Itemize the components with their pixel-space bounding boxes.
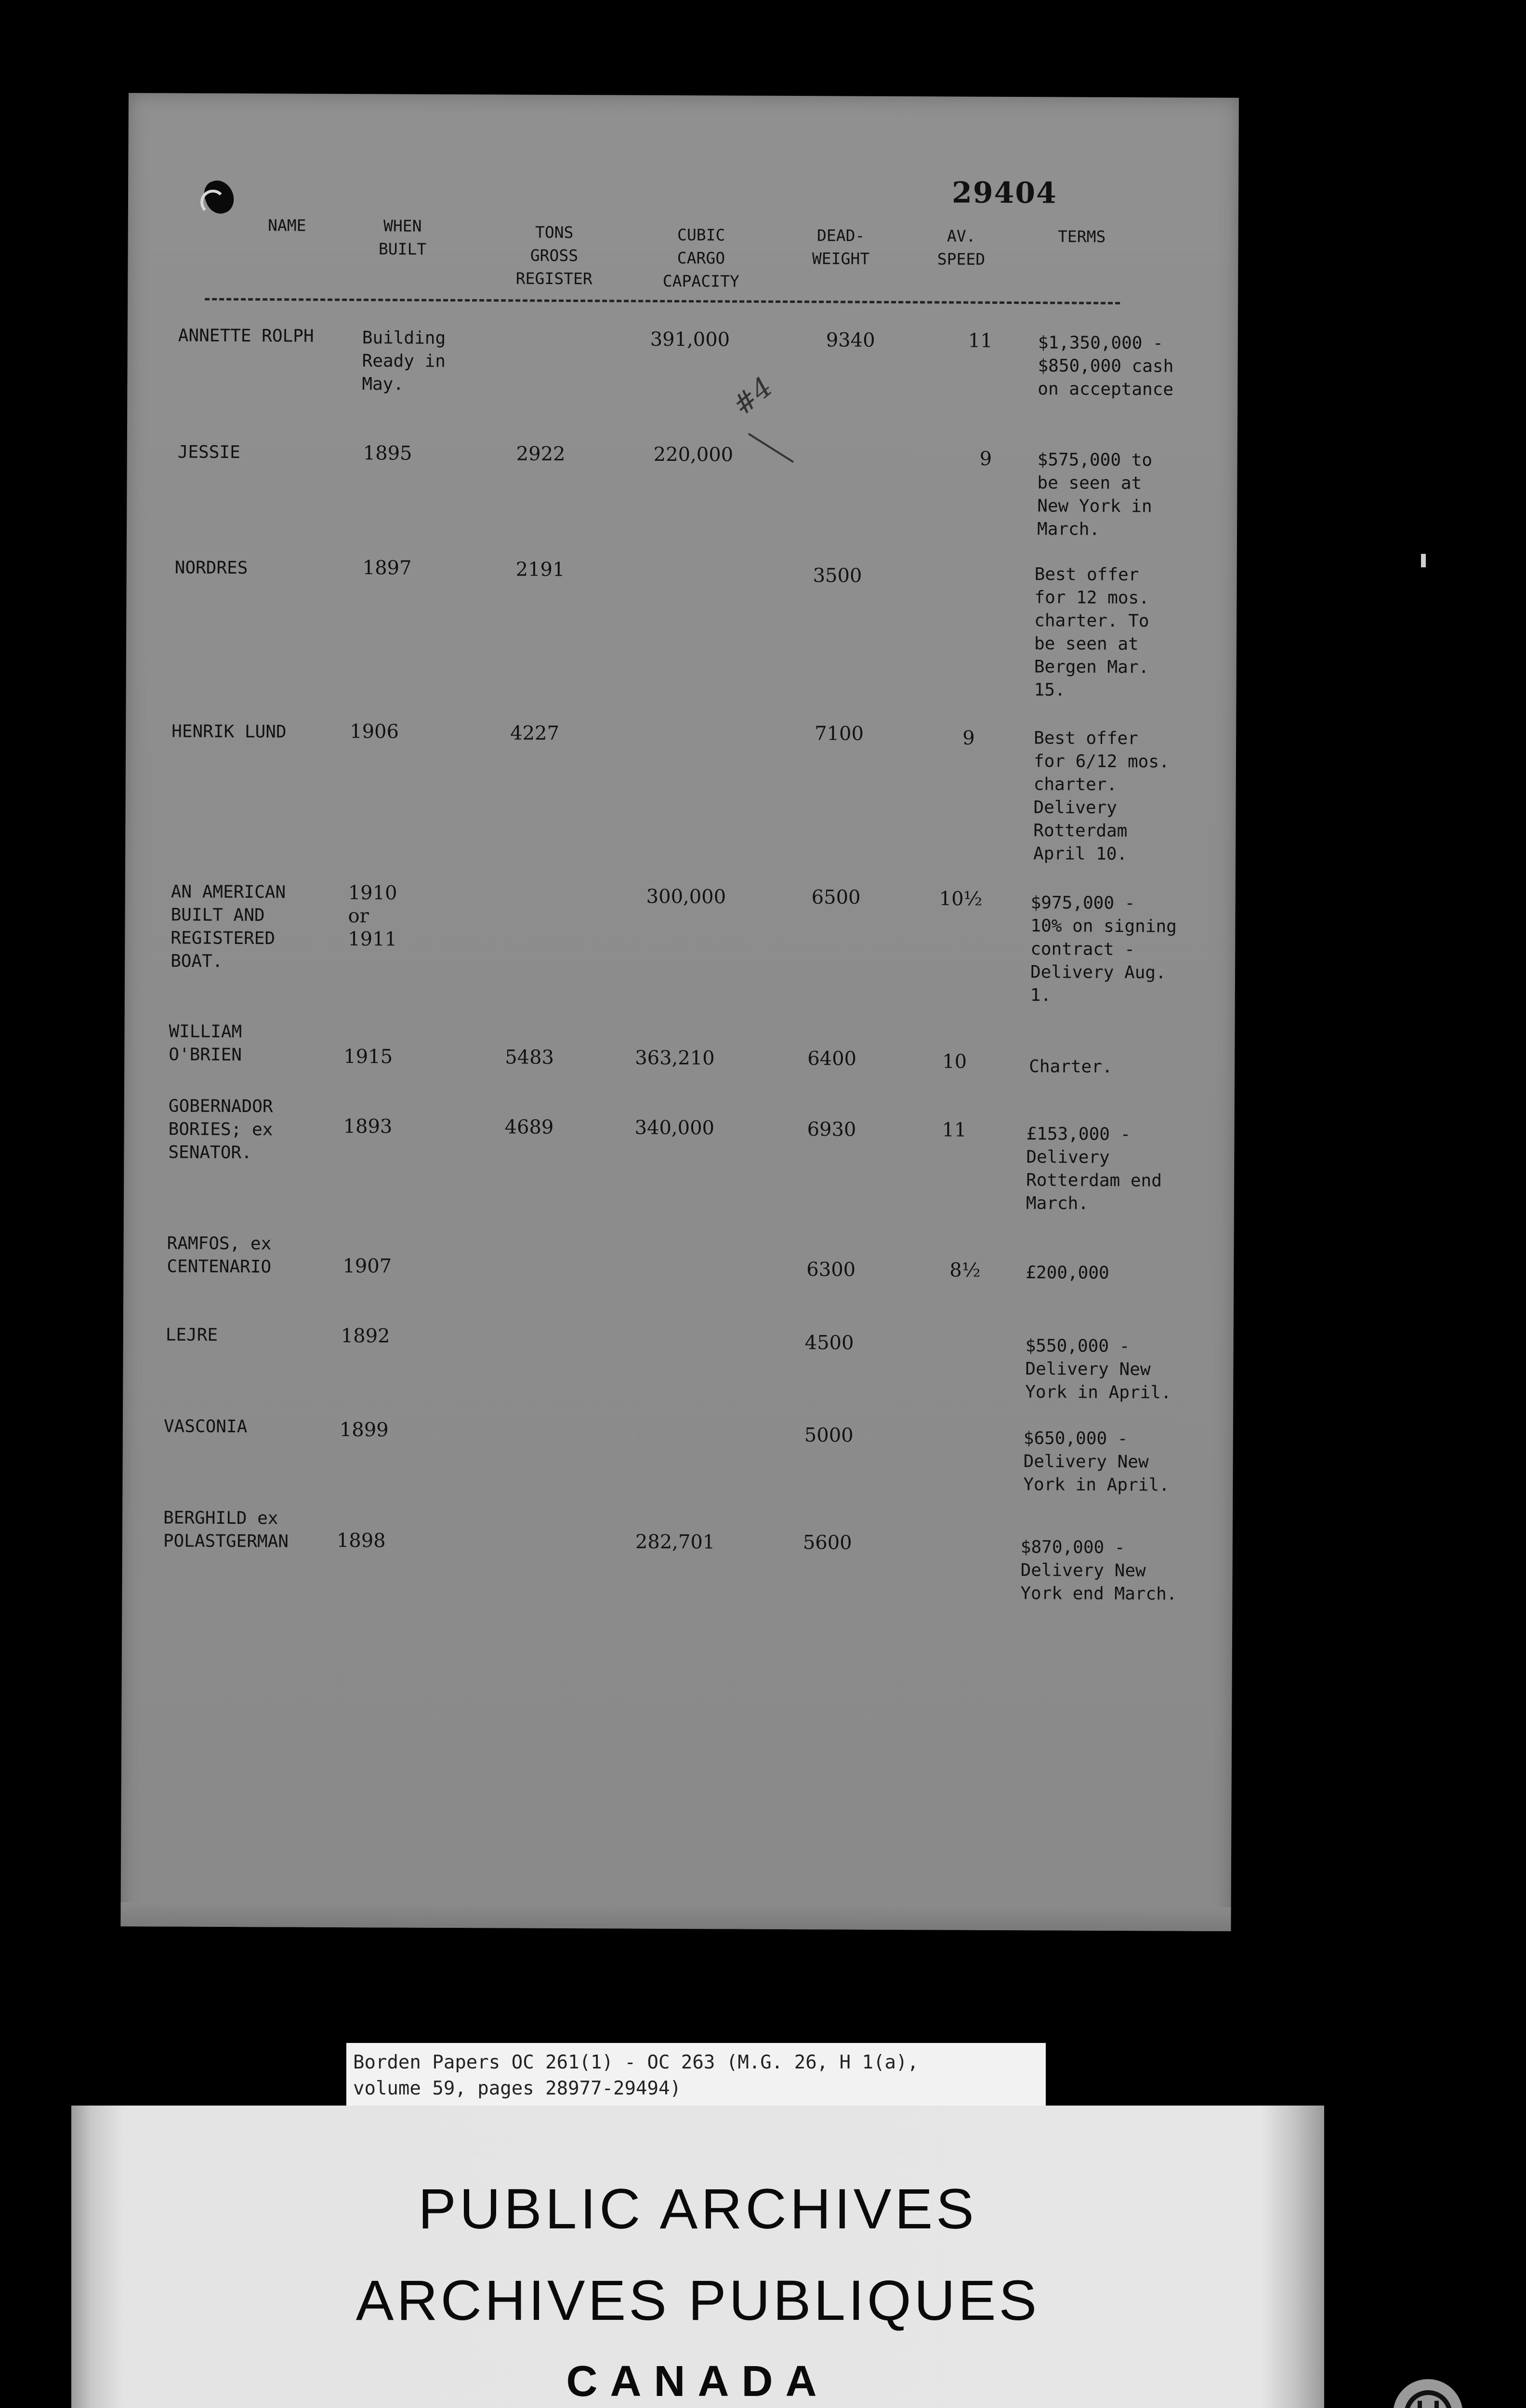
pencil-mark	[748, 433, 794, 463]
average-speed: 11	[968, 329, 993, 352]
reference-line-1: Borden Papers OC 261(1) - OC 263 (M.G. 26, H 1(a),	[353, 2052, 919, 2073]
cubic-capacity: 300,000	[646, 885, 726, 908]
deadweight: 6500	[811, 886, 861, 909]
terms: Best offer for 12 mos. charter. To be seen at Bergen Mar. 15.	[1034, 564, 1149, 700]
deadweight: 6930	[807, 1118, 856, 1141]
header-tons-gross-register: TONS GROSS REGISTER	[515, 222, 592, 288]
when-built: 1897	[362, 557, 412, 579]
tons-gross: 2191	[515, 558, 565, 581]
ship-name: JESSIE	[177, 442, 240, 463]
terms: $550,000 - Delivery New York in April.	[1025, 1336, 1171, 1403]
when-built: Building Ready in May.	[362, 328, 446, 394]
deadweight: 6400	[807, 1047, 857, 1070]
when-built: 1910 or 1911	[348, 882, 397, 951]
reference-label	[346, 2043, 1046, 2111]
terms: $870,000 - Delivery New York end March.	[1020, 1537, 1177, 1604]
ship-name: WILLIAM O'BRIEN	[169, 1021, 242, 1065]
ship-name: LEJRE	[165, 1325, 218, 1345]
deadweight: 5600	[802, 1531, 852, 1554]
archive-country: CANADA	[566, 2357, 829, 2406]
terms: Best offer for 6/12 mos. charter. Delivery Rotterdam April 10.	[1033, 728, 1170, 864]
when-built: 1907	[342, 1255, 392, 1278]
microfilm-logo-icon	[1393, 2379, 1463, 2408]
archive-title-french: ARCHIVES PUBLIQUES	[355, 2269, 1040, 2332]
when-built: 1906	[350, 720, 399, 743]
ship-name: GOBERNADOR BORIES; ex SENATOR.	[168, 1096, 273, 1163]
terms: $575,000 to be seen at New York in March.	[1037, 450, 1153, 539]
deadweight: 9340	[826, 329, 875, 352]
deadweight: 3500	[813, 564, 862, 587]
header-terms: TERMS	[1057, 227, 1106, 246]
page-number: 29404	[951, 176, 1058, 210]
when-built: 1898	[336, 1529, 386, 1552]
average-speed: 8½	[949, 1259, 981, 1282]
average-speed: 11	[942, 1119, 967, 1141]
terms: $975,000 - 10% on signing contract - Delivery Aug. 1.	[1030, 893, 1177, 1006]
archive-card	[71, 2106, 1324, 2408]
ship-name: VASCONIA	[163, 1416, 248, 1437]
terms: £153,000 - Delivery Rotterdam end March.	[1026, 1124, 1162, 1214]
header-when-built: WHEN BUILT	[378, 216, 427, 259]
microfilm-logo-mark	[1404, 2390, 1452, 2408]
deadweight: 4500	[804, 1332, 854, 1354]
paper-clip-mark-icon	[200, 190, 225, 215]
header-name: NAME	[267, 216, 306, 235]
ship-name: AN AMERICAN BUILT AND REGISTERED BOAT.	[171, 882, 286, 971]
when-built: 1892	[341, 1324, 390, 1348]
when-built: 1915	[343, 1045, 393, 1068]
header-cubic-cargo-capacity: CUBIC CARGO CAPACITY	[662, 225, 739, 291]
deadweight: 5000	[804, 1424, 854, 1447]
ship-name: BERGHILD ex POLASTGERMAN	[163, 1508, 289, 1552]
header-average-speed: AV. SPEED	[937, 226, 986, 269]
ship-name: NORDRES	[174, 558, 248, 578]
tons-gross: 4689	[504, 1116, 554, 1139]
archive-title-english: PUBLIC ARCHIVES	[418, 2177, 977, 2241]
deadweight: 7100	[815, 722, 864, 745]
average-speed: 9	[979, 447, 992, 470]
ship-name: HENRIK LUND	[171, 721, 287, 742]
when-built: 1899	[339, 1418, 389, 1441]
cubic-capacity: 340,000	[634, 1116, 715, 1139]
sheet-bottom-edge	[120, 1902, 1231, 1931]
terms: Charter.	[1029, 1057, 1113, 1077]
average-speed: 9	[962, 727, 975, 749]
ship-name: ANNETTE ROLPH	[178, 326, 314, 346]
cubic-capacity: 391,000	[650, 328, 730, 351]
terms: $1,350,000 - $850,000 cash on acceptance	[1038, 333, 1174, 400]
header-deadweight: DEAD- WEIGHT	[812, 226, 870, 268]
ship-name: RAMFOS, ex CENTENARIO	[167, 1233, 272, 1277]
when-built: 1893	[343, 1115, 393, 1138]
tons-gross: 2922	[516, 443, 566, 465]
cubic-capacity: 282,701	[635, 1531, 715, 1554]
when-built: 1895	[363, 442, 412, 465]
reference-line-2: volume 59, pages 28977-29494)	[353, 2078, 681, 2099]
average-speed: 10	[942, 1050, 967, 1073]
terms: $650,000 - Delivery New York in April.	[1023, 1428, 1170, 1495]
cubic-capacity: 363,210	[635, 1047, 715, 1070]
tons-gross: 5483	[505, 1046, 554, 1069]
pencil-annotation: #4	[726, 370, 779, 422]
document-sheet	[120, 93, 1239, 1931]
header-divider	[205, 298, 1120, 304]
cubic-capacity: 220,000	[653, 443, 734, 466]
margin-mark	[1421, 554, 1426, 567]
tons-gross: 4227	[510, 722, 560, 745]
deadweight: 6300	[806, 1258, 856, 1281]
terms: £200,000	[1026, 1263, 1109, 1283]
average-speed: 10½	[939, 888, 983, 910]
